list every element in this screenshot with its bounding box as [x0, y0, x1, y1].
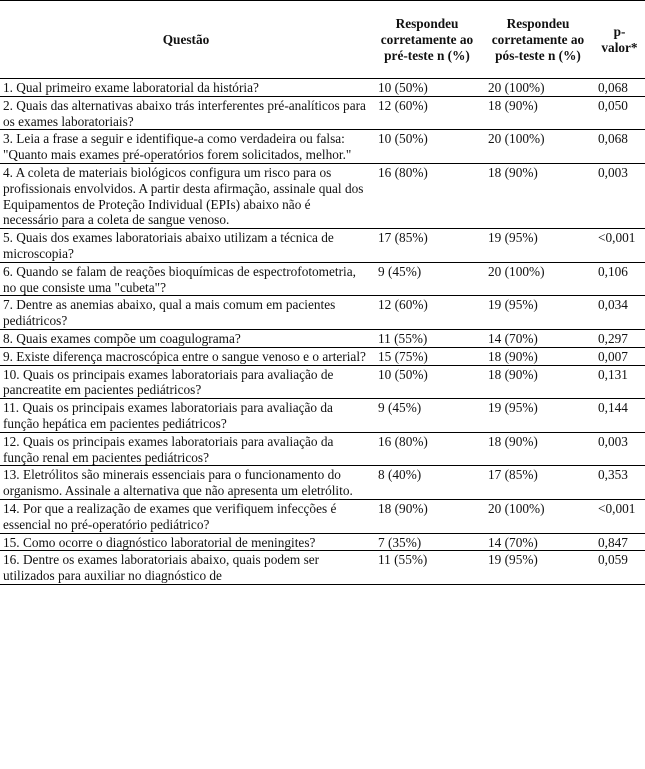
pre-test-cell: 18 (90%) — [372, 499, 482, 533]
question-cell: 8. Quais exames compõe um coagulograma? — [0, 329, 372, 347]
p-value-cell: <0,001 — [594, 499, 645, 533]
pre-test-cell: 9 (45%) — [372, 399, 482, 433]
header-post-test: Respondeu corretamente ao pós-teste n (%) — [482, 1, 594, 79]
post-test-cell: 19 (95%) — [482, 229, 594, 263]
post-test-cell: 17 (85%) — [482, 466, 594, 500]
header-p-value: p-valor* — [594, 1, 645, 79]
question-cell: 3. Leia a frase a seguir e identifique-a como verdadeira ou falsa: "Quanto mais exames pré-operatórios forem solicitados, melhor." — [0, 130, 372, 164]
p-value-cell: 0,068 — [594, 130, 645, 164]
table-row — [0, 533, 645, 551]
table-row — [0, 262, 645, 296]
pre-test-cell: 11 (55%) — [372, 551, 482, 585]
table-row — [0, 296, 645, 330]
post-test-cell: 14 (70%) — [482, 329, 594, 347]
post-test-cell: 18 (90%) — [482, 347, 594, 365]
table-row — [0, 329, 645, 347]
post-test-cell: 20 (100%) — [482, 79, 594, 97]
p-value-cell: 0,131 — [594, 365, 645, 399]
question-cell: 13. Eletrólitos são minerais essenciais para o funcionamento do organismo. Assinale a alternativa que não apresenta um eletrólito. — [0, 466, 372, 500]
pre-test-cell: 7 (35%) — [372, 533, 482, 551]
table-header — [0, 1, 645, 79]
question-cell: 6. Quando se falam de reações bioquímicas de espectrofotometria, no que consiste uma "cubeta"? — [0, 262, 372, 296]
question-cell: 15. Como ocorre o diagnóstico laboratorial de meningites? — [0, 533, 372, 551]
p-value-cell: 0,059 — [594, 551, 645, 585]
pre-test-cell: 17 (85%) — [372, 229, 482, 263]
p-value-cell: <0,001 — [594, 229, 645, 263]
table-row — [0, 96, 645, 130]
table-body — [0, 79, 645, 585]
pre-test-cell: 12 (60%) — [372, 296, 482, 330]
post-test-cell: 18 (90%) — [482, 96, 594, 130]
table-row — [0, 551, 645, 585]
table-row — [0, 432, 645, 466]
question-cell: 4. A coleta de materiais biológicos configura um risco para os profissionais envolvidos. A partir desta afirmação, assinale qual dos Equipamentos de Proteção Individual (EPIs) abaixo não é necessário para a coleta de sangue venoso. — [0, 163, 372, 228]
question-cell: 9. Existe diferença macroscópica entre o sangue venoso e o arterial? — [0, 347, 372, 365]
pre-test-cell: 8 (40%) — [372, 466, 482, 500]
pre-test-cell: 12 (60%) — [372, 96, 482, 130]
question-cell: 5. Quais dos exames laboratoriais abaixo utilizam a técnica de microscopia? — [0, 229, 372, 263]
question-cell: 1. Qual primeiro exame laboratorial da história? — [0, 79, 372, 97]
question-cell: 16. Dentre os exames laboratoriais abaixo, quais podem ser utilizados para auxiliar no diagnóstico de — [0, 551, 372, 585]
post-test-cell: 14 (70%) — [482, 533, 594, 551]
p-value-cell: 0,353 — [594, 466, 645, 500]
pre-test-cell: 11 (55%) — [372, 329, 482, 347]
p-value-cell: 0,007 — [594, 347, 645, 365]
table-row — [0, 466, 645, 500]
question-cell: 7. Dentre as anemias abaixo, qual a mais comum em pacientes pediátricos? — [0, 296, 372, 330]
p-value-cell: 0,068 — [594, 79, 645, 97]
table-row — [0, 163, 645, 228]
p-value-cell: 0,050 — [594, 96, 645, 130]
table-row — [0, 229, 645, 263]
pre-test-cell: 10 (50%) — [372, 79, 482, 97]
table-row — [0, 347, 645, 365]
post-test-cell: 19 (95%) — [482, 296, 594, 330]
question-cell: 11. Quais os principais exames laboratoriais para avaliação da função hepática em pacientes pediátricos? — [0, 399, 372, 433]
post-test-cell: 20 (100%) — [482, 130, 594, 164]
post-test-cell: 20 (100%) — [482, 499, 594, 533]
post-test-cell: 18 (90%) — [482, 365, 594, 399]
p-value-cell: 0,106 — [594, 262, 645, 296]
p-value-cell: 0,003 — [594, 432, 645, 466]
post-test-cell: 19 (95%) — [482, 551, 594, 585]
table-row — [0, 79, 645, 97]
pre-test-cell: 10 (50%) — [372, 130, 482, 164]
post-test-cell: 18 (90%) — [482, 163, 594, 228]
question-cell: 14. Por que a realização de exames que verifiquem infecções é essencial no pré-operatório pediátrico? — [0, 499, 372, 533]
question-cell: 12. Quais os principais exames laboratoriais para avaliação da função renal em pacientes pediátricos? — [0, 432, 372, 466]
p-value-cell: 0,003 — [594, 163, 645, 228]
question-cell: 2. Quais das alternativas abaixo trás interferentes pré-analíticos para os exames laboratoriais? — [0, 96, 372, 130]
pre-test-cell: 16 (80%) — [372, 432, 482, 466]
table-row — [0, 130, 645, 164]
header-pre-test: Respondeu corretamente ao pré-teste n (%) — [372, 1, 482, 79]
post-test-cell: 19 (95%) — [482, 399, 594, 433]
question-cell: 10. Quais os principais exames laboratoriais para avaliação de pancreatite em pacientes pediátricos? — [0, 365, 372, 399]
pre-test-cell: 16 (80%) — [372, 163, 482, 228]
p-value-cell: 0,034 — [594, 296, 645, 330]
post-test-cell: 20 (100%) — [482, 262, 594, 296]
pre-test-cell: 9 (45%) — [372, 262, 482, 296]
p-value-cell: 0,847 — [594, 533, 645, 551]
post-test-cell: 18 (90%) — [482, 432, 594, 466]
p-value-cell: 0,297 — [594, 329, 645, 347]
p-value-cell: 0,144 — [594, 399, 645, 433]
table-row — [0, 499, 645, 533]
pre-test-cell: 15 (75%) — [372, 347, 482, 365]
header-question: Questão — [0, 1, 372, 79]
table-row — [0, 399, 645, 433]
table-row — [0, 365, 645, 399]
pre-test-cell: 10 (50%) — [372, 365, 482, 399]
